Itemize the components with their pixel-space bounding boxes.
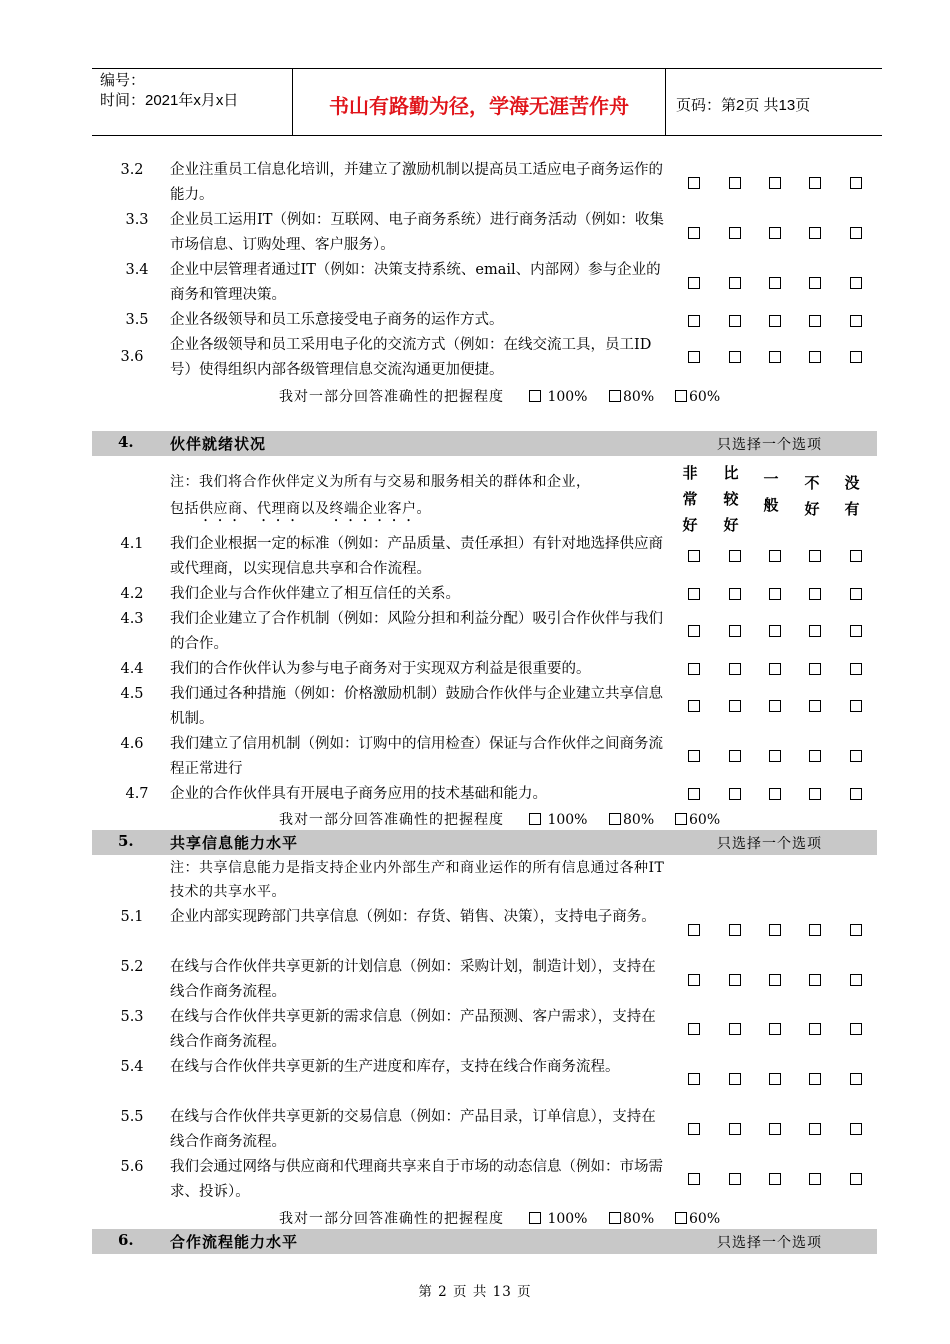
rating-options: [685, 277, 865, 291]
checkbox-poor[interactable]: [809, 1023, 821, 1035]
rating-options: [685, 788, 865, 802]
checkbox-good[interactable]: [729, 1023, 741, 1035]
checkbox-none[interactable]: [850, 351, 862, 363]
checkbox-very-good[interactable]: [688, 974, 700, 986]
checkbox-none[interactable]: [850, 1023, 862, 1035]
option-100: 100%: [547, 389, 588, 405]
checkbox-average[interactable]: [769, 277, 781, 289]
confidence-label: 我对一部分回答准确性的把握程度: [279, 1211, 504, 1227]
header-meta: [92, 69, 293, 135]
checkbox-poor[interactable]: [809, 1073, 821, 1085]
option-100: 100%: [547, 1211, 588, 1227]
checkbox-none[interactable]: [850, 550, 862, 562]
confidence-label: 我对一部分回答准确性的把握程度: [279, 389, 504, 405]
section-title: 合作流程能力水平: [170, 1233, 299, 1251]
checkbox-80[interactable]: [609, 1212, 621, 1224]
checkbox-very-good[interactable]: [688, 700, 700, 712]
checkbox-good[interactable]: [729, 588, 741, 600]
checkbox-average[interactable]: [769, 663, 781, 675]
item-text: 我们通过各种措施（例如：价格激励机制）鼓励合作伙伴与企业建立共享信息机制。: [170, 686, 663, 727]
checkbox-poor[interactable]: [809, 315, 821, 327]
item-text: 企业的合作伙伴具有开展电子商务应用的技术基础和能力。: [170, 786, 547, 802]
checkbox-80[interactable]: [609, 813, 621, 825]
rating-options: [685, 177, 865, 191]
item-number: 4.2: [120, 586, 144, 602]
checkbox-poor[interactable]: [809, 924, 821, 936]
checkbox-very-good[interactable]: [688, 924, 700, 936]
number-label: 编号：: [100, 72, 146, 89]
checkbox-none[interactable]: [850, 750, 862, 762]
item-text: 我们建立了信用机制（例如：订购中的信用检查）保证与合作伙伴之间商务流程正常进行: [170, 736, 663, 777]
checkbox-good[interactable]: [729, 974, 741, 986]
checkbox-average[interactable]: [769, 1173, 781, 1185]
checkbox-60[interactable]: [675, 390, 687, 402]
checkbox-average[interactable]: [769, 788, 781, 800]
checkbox-good[interactable]: [729, 750, 741, 762]
checkbox-very-good[interactable]: [688, 177, 700, 189]
checkbox-100[interactable]: [529, 1212, 541, 1224]
checkbox-60[interactable]: [675, 1212, 687, 1224]
checkbox-poor[interactable]: [809, 974, 821, 986]
checkbox-none[interactable]: [850, 663, 862, 675]
rating-options: [685, 550, 865, 564]
header-motto: 书山有路勤为径，学海无涯苦作舟: [293, 69, 666, 135]
checkbox-average[interactable]: [769, 924, 781, 936]
option-80: 80%: [623, 812, 655, 828]
rating-options: [685, 227, 865, 241]
checkbox-none[interactable]: [850, 924, 862, 936]
checkbox-none[interactable]: [850, 1173, 862, 1185]
section-title: 共享信息能力水平: [170, 834, 299, 852]
option-60: 60%: [689, 389, 721, 405]
checkbox-good[interactable]: [729, 700, 741, 712]
checkbox-very-good[interactable]: [688, 788, 700, 800]
checkbox-poor[interactable]: [809, 550, 821, 562]
item-text: 企业员工运用IT（例如：互联网、电子商务系统）进行商务活动（例如：收集市场信息、订购处理、客户服务）。: [170, 212, 664, 253]
section-header-4: [92, 431, 877, 456]
option-80: 80%: [623, 1211, 655, 1227]
item-number: 3.5: [125, 312, 149, 328]
checkbox-poor[interactable]: [809, 625, 821, 637]
checkbox-good[interactable]: [729, 550, 741, 562]
page-header: [92, 68, 882, 136]
section-instruction: 只选择一个选项: [717, 437, 822, 453]
item-text: 在线与合作伙伴共享更新的计划信息（例如：采购计划，制造计划），支持在线合作商务流程。: [170, 959, 656, 1000]
checkbox-very-good[interactable]: [688, 227, 700, 239]
checkbox-poor[interactable]: [809, 1173, 821, 1185]
confidence-row: [279, 809, 799, 829]
rating-options: [685, 315, 865, 329]
item-text: 在线与合作伙伴共享更新的需求信息（例如：产品预测、客户需求），支持在线合作商务流程。: [170, 1009, 656, 1050]
item-text: 我们企业建立了合作机制（例如：风险分担和利益分配）吸引合作伙伴与我们的合作。: [170, 611, 663, 652]
item-text: 企业各级领导和员工乐意接受电子商务的运作方式。: [170, 312, 504, 328]
checkbox-average[interactable]: [769, 227, 781, 239]
checkbox-none[interactable]: [850, 177, 862, 189]
confidence-row: [279, 386, 799, 406]
column-header-none: 没 有: [844, 474, 860, 518]
checkbox-very-good[interactable]: [688, 1173, 700, 1185]
checkbox-100[interactable]: [529, 813, 541, 825]
section-note: [170, 469, 668, 525]
rating-options: [685, 1073, 865, 1087]
rating-options: [685, 625, 865, 639]
checkbox-very-good[interactable]: [688, 277, 700, 289]
checkbox-average[interactable]: [769, 974, 781, 986]
rating-options: [685, 750, 865, 764]
item-text: 企业各级领导和员工采用电子化的交流方式（例如：在线交流工具，员工ID号）使得组织内部各级管理信息交流沟通更加便捷。: [170, 337, 652, 378]
rating-options: [685, 1023, 865, 1037]
checkbox-poor[interactable]: [809, 788, 821, 800]
checkbox-good[interactable]: [729, 924, 741, 936]
checkbox-average[interactable]: [769, 700, 781, 712]
checkbox-average[interactable]: [769, 550, 781, 562]
checkbox-poor[interactable]: [809, 351, 821, 363]
checkbox-very-good[interactable]: [688, 1123, 700, 1135]
item-number: 5.6: [120, 1159, 144, 1175]
column-header-poor: 不 好: [804, 474, 820, 518]
checkbox-average[interactable]: [769, 315, 781, 327]
checkbox-very-good[interactable]: [688, 351, 700, 363]
checkbox-100[interactable]: [529, 390, 541, 402]
checkbox-none[interactable]: [850, 588, 862, 600]
checkbox-none[interactable]: [850, 277, 862, 289]
section-number: 6.: [118, 1231, 134, 1249]
checkbox-none[interactable]: [850, 227, 862, 239]
checkbox-average[interactable]: [769, 1023, 781, 1035]
section-note: 注：共享信息能力是指支持企业内外部生产和商业运作的所有信息通过各种IT技术的共享水平。: [170, 860, 665, 900]
checkbox-very-good[interactable]: [688, 1023, 700, 1035]
note-line: 注：我们将合作伙伴定义为所有与交易和服务相关的群体和企业，: [170, 474, 591, 490]
item-number: 5.3: [120, 1009, 144, 1025]
item-text: 企业中层管理者通过IT（例如：决策支持系统、email、内部网）参与企业的商务和管理决策。: [170, 262, 661, 303]
checkbox-good[interactable]: [729, 227, 741, 239]
item-text: 我们会通过网络与供应商和代理商共享来自于市场的动态信息（例如：市场需求、投诉）。: [170, 1159, 663, 1200]
checkbox-none[interactable]: [850, 1123, 862, 1135]
item-text: 企业注重员工信息化培训，并建立了激励机制以提高员工适应电子商务运作的能力。: [170, 162, 663, 203]
section-header-5: [92, 830, 877, 855]
time-label: 时间：2021年x月x日: [100, 92, 239, 109]
item-text: 我们企业根据一定的标准（例如：产品质量、责任承担）有针对地选择供应商或代理商，以实现信息共享和合作流程。: [170, 536, 663, 577]
item-number: 4.6: [120, 736, 144, 752]
page-number-label: 页码：第2页 共13页: [676, 96, 811, 114]
checkbox-80[interactable]: [609, 390, 621, 402]
checkbox-average[interactable]: [769, 750, 781, 762]
note-line: 包括供应商、代理商以及终端企业客户。: [170, 501, 431, 517]
item-text: 我们的合作伙伴认为参与电子商务对于实现双方利益是很重要的。: [170, 661, 591, 677]
section-header-6: [92, 1229, 877, 1254]
checkbox-60[interactable]: [675, 813, 687, 825]
column-header-average: 一 般: [763, 470, 779, 514]
checkbox-good[interactable]: [729, 788, 741, 800]
checkbox-very-good[interactable]: [688, 588, 700, 600]
item-number: 5.2: [120, 959, 144, 975]
checkbox-good[interactable]: [729, 663, 741, 675]
checkbox-average[interactable]: [769, 1073, 781, 1085]
checkbox-average[interactable]: [769, 177, 781, 189]
item-text: 在线与合作伙伴共享更新的交易信息（例如：产品目录，订单信息），支持在线合作商务流程。: [170, 1109, 656, 1150]
checkbox-poor[interactable]: [809, 663, 821, 675]
confidence-label: 我对一部分回答准确性的把握程度: [279, 812, 504, 828]
item-number: 5.1: [120, 909, 144, 925]
rating-options: [685, 351, 865, 365]
item-text: 我们企业与合作伙伴建立了相互信任的关系。: [170, 586, 460, 602]
checkbox-good[interactable]: [729, 277, 741, 289]
checkbox-very-good[interactable]: [688, 315, 700, 327]
checkbox-poor[interactable]: [809, 750, 821, 762]
option-60: 60%: [689, 1211, 721, 1227]
item-number: 3.3: [125, 212, 149, 228]
checkbox-poor[interactable]: [809, 277, 821, 289]
checkbox-good[interactable]: [729, 351, 741, 363]
item-number: 5.5: [120, 1109, 144, 1125]
checkbox-poor[interactable]: [809, 227, 821, 239]
confidence-row: [279, 1208, 799, 1228]
checkbox-none[interactable]: [850, 1073, 862, 1085]
checkbox-good[interactable]: [729, 177, 741, 189]
item-number: 5.4: [120, 1059, 144, 1075]
checkbox-average[interactable]: [769, 1123, 781, 1135]
item-number: 4.7: [125, 786, 149, 802]
checkbox-poor[interactable]: [809, 588, 821, 600]
checkbox-none[interactable]: [850, 700, 862, 712]
checkbox-very-good[interactable]: [688, 1073, 700, 1085]
item-number: 3.6: [120, 349, 144, 365]
option-100: 100%: [547, 812, 588, 828]
checkbox-none[interactable]: [850, 974, 862, 986]
item-text: 在线与合作伙伴共享更新的生产进度和库存，支持在线合作商务流程。: [170, 1059, 620, 1075]
rating-options: [685, 1173, 865, 1187]
item-number: 4.4: [120, 661, 144, 677]
checkbox-poor[interactable]: [809, 177, 821, 189]
section-instruction: 只选择一个选项: [717, 1235, 822, 1251]
checkbox-very-good[interactable]: [688, 625, 700, 637]
section-instruction: 只选择一个选项: [717, 836, 822, 852]
page-footer: 第 2 页 共 13 页: [418, 1284, 532, 1300]
checkbox-good[interactable]: [729, 1123, 741, 1135]
checkbox-poor[interactable]: [809, 1123, 821, 1135]
checkbox-very-good[interactable]: [688, 750, 700, 762]
checkbox-good[interactable]: [729, 1073, 741, 1085]
item-number: 3.2: [120, 162, 144, 178]
rating-options: [685, 974, 865, 988]
checkbox-average[interactable]: [769, 625, 781, 637]
section-title: 伙伴就绪状况: [170, 435, 267, 453]
checkbox-average[interactable]: [769, 588, 781, 600]
item-number: 4.5: [120, 686, 144, 702]
option-60: 60%: [689, 812, 721, 828]
checkbox-none[interactable]: [850, 625, 862, 637]
option-80: 80%: [623, 389, 655, 405]
rating-options: [685, 588, 865, 602]
rating-options: [685, 1123, 865, 1137]
column-header-good: 比 较 好: [723, 464, 739, 534]
item-number: 4.1: [120, 536, 144, 552]
column-header-very-good: 非 常 好: [682, 464, 698, 534]
rating-options: [685, 700, 865, 714]
rating-options: [685, 663, 865, 677]
item-number: 3.4: [125, 262, 149, 278]
checkbox-good[interactable]: [729, 625, 741, 637]
item-text: 企业内部实现跨部门共享信息（例如：存货、销售、决策），支持电子商务。: [170, 909, 656, 925]
checkbox-very-good[interactable]: [688, 550, 700, 562]
section-number: 4.: [118, 433, 134, 451]
checkbox-good[interactable]: [729, 315, 741, 327]
checkbox-very-good[interactable]: [688, 663, 700, 675]
checkbox-none[interactable]: [850, 788, 862, 800]
section-number: 5.: [118, 832, 134, 850]
checkbox-average[interactable]: [769, 351, 781, 363]
checkbox-poor[interactable]: [809, 700, 821, 712]
checkbox-good[interactable]: [729, 1173, 741, 1185]
rating-options: [685, 924, 865, 938]
checkbox-none[interactable]: [850, 315, 862, 327]
item-number: 4.3: [120, 611, 144, 627]
